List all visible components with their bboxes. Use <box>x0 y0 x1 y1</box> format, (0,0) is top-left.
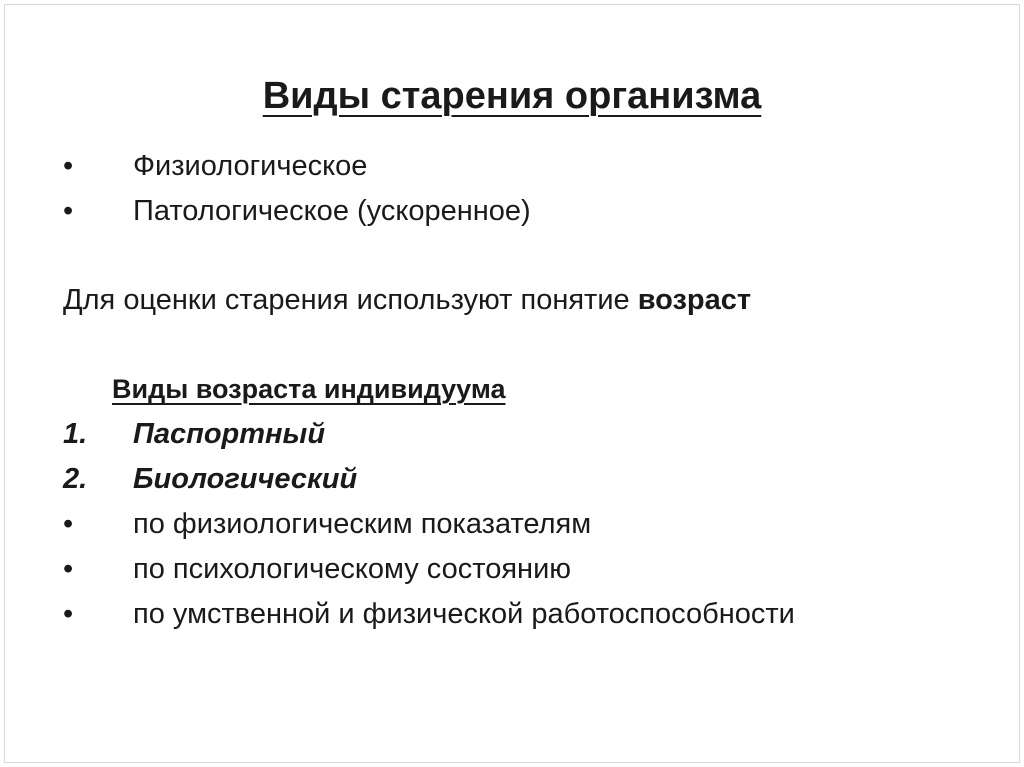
assessment-text: Для оценки старения используют понятие <box>63 284 638 316</box>
numbered-item-text: Паспортный <box>133 418 326 450</box>
bullet-marker: • <box>63 553 74 585</box>
assessment-keyword: возраст <box>637 284 752 316</box>
criteria-item-text: по физиологическим показателям <box>133 508 592 540</box>
criteria-item-text: по психологическому состоянию <box>133 553 572 585</box>
bullet-marker: • <box>63 195 74 227</box>
bullet-marker: • <box>63 598 74 630</box>
bullet-marker: • <box>63 150 74 182</box>
slide <box>4 4 1020 763</box>
bullet-marker: • <box>63 508 74 540</box>
assessment-sentence <box>63 286 751 315</box>
slide-title <box>5 77 1019 115</box>
numbered-item-text: Биологический <box>133 463 358 495</box>
list-item-text: Патологическое (ускоренное) <box>133 195 531 227</box>
number-marker: 2. <box>63 463 88 495</box>
age-types-heading: Виды возраста индивидуума <box>112 374 506 404</box>
criteria-item-text: по умственной и физической работоспособности <box>133 598 795 630</box>
list-item-text: Физиологическое <box>133 150 368 182</box>
slide-title-text: Виды старения организма <box>262 75 762 117</box>
number-marker: 1. <box>63 418 88 450</box>
